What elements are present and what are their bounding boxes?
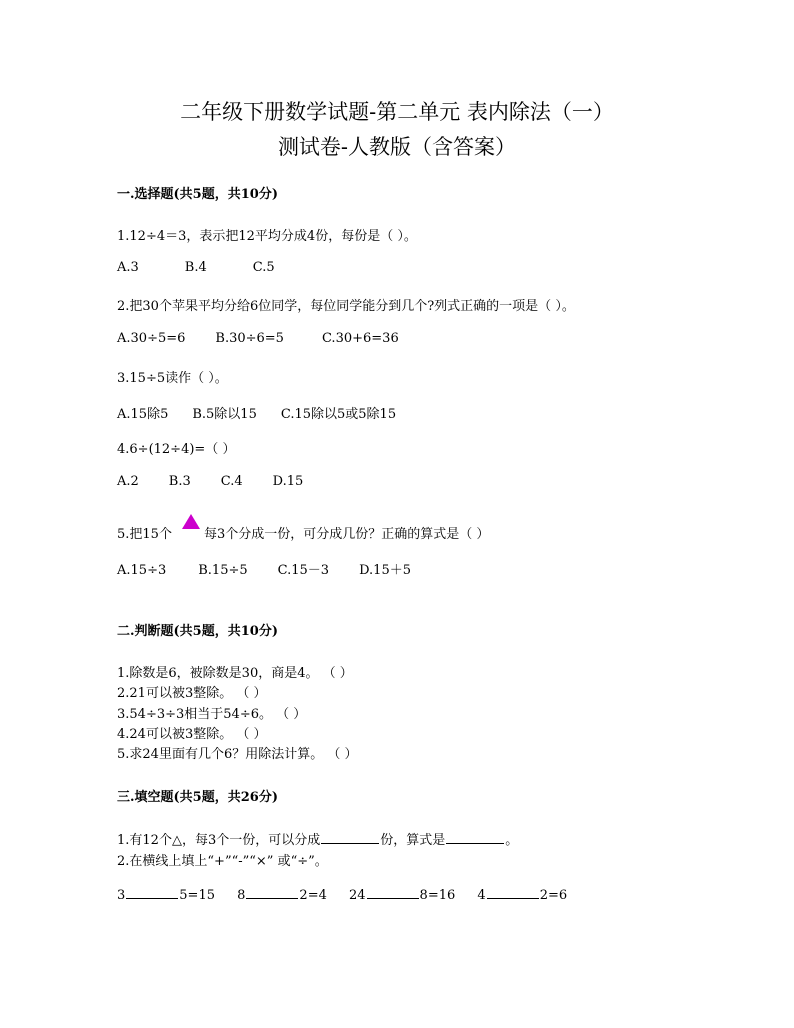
question-3-text: 3.15÷5读作（ ）。 — [117, 371, 228, 386]
option-b: B.3 — [168, 474, 191, 489]
equation-left: 8 — [237, 888, 246, 903]
page-title-line-2: 测试卷-人教版（含答案） — [277, 135, 517, 159]
section-heading-choice: 一.选择题(共5题，共10分) — [117, 187, 278, 202]
section-heading-fill: 三.填空题(共5题，共26分) — [117, 790, 278, 805]
option-c: C.15－3 — [277, 563, 330, 578]
option-a: A.30÷5=6 — [117, 331, 186, 346]
operator-blank[interactable] — [487, 886, 539, 899]
question-2-options — [117, 331, 423, 346]
question-3-options — [117, 403, 420, 422]
answer-blank[interactable] — [321, 831, 379, 844]
fill-item-2: 2.在横线上填上“+”“-”“×” 或“÷”。 — [117, 854, 328, 869]
option-d: D.15＋5 — [359, 563, 411, 578]
fill-item-1-part-a: 1.有12个△，每3个一份，可以分成 — [117, 833, 321, 848]
judge-item-2: 2.21可以被3整除。 （ ） — [117, 686, 267, 701]
operator-blank[interactable] — [126, 886, 178, 899]
option-a: A.15÷3 — [117, 563, 167, 578]
fill-equation — [477, 886, 567, 903]
question-4-options — [117, 474, 327, 489]
operator-blank[interactable] — [246, 886, 298, 899]
fill-item-1-part-b: 份，算式是 — [380, 833, 446, 848]
section-heading-judge: 二.判断题(共5题，共10分) — [117, 624, 278, 639]
question-5-text-after: 每3个分成一份，可分成几份？正确的算式是（ ） — [203, 527, 490, 542]
equation-right: 2=6 — [539, 888, 568, 903]
equation-left: 4 — [477, 888, 486, 903]
question-1-options — [117, 260, 299, 275]
fill-equation — [237, 886, 327, 903]
option-c: C.5 — [252, 260, 275, 275]
option-b: B.15÷5 — [198, 563, 248, 578]
judge-item-3: 3.54÷3÷3相当于54÷6。 （ ） — [117, 707, 307, 722]
question-1-text: 1.12÷4＝3，表示把12平均分成4份，每份是（ ）。 — [117, 229, 417, 244]
question-5-text — [117, 523, 489, 542]
option-c: C.4 — [220, 474, 243, 489]
question-5-options — [117, 559, 435, 578]
option-b: B.4 — [184, 260, 207, 275]
equation-right: 5=15 — [179, 888, 215, 903]
option-a: A.15除5 — [117, 407, 169, 422]
judge-item-1: 1.除数是6，被除数是30，商是4。 （ ） — [117, 666, 353, 681]
equation-left: 3 — [117, 888, 126, 903]
question-4-text: 4.6÷(12÷4)=（ ） — [117, 442, 236, 457]
option-d: D.15 — [272, 474, 304, 489]
question-2-text: 2.把30个苹果平均分给6位同学，每位同学能分到几个?列式正确的一项是（ ）。 — [117, 299, 575, 314]
judge-item-5: 5.求24里面有几个6？用除法计算。 （ ） — [117, 747, 358, 762]
option-c: C.15除以5或5除15 — [280, 407, 397, 422]
option-a: A.2 — [117, 474, 139, 489]
option-b: B.5除以15 — [192, 407, 257, 422]
equation-left: 24 — [349, 888, 366, 903]
option-a: A.3 — [117, 260, 139, 275]
triangle-icon — [182, 514, 200, 529]
option-b: B.30÷6=5 — [215, 331, 284, 346]
equation-right: 8=16 — [419, 888, 456, 903]
equation-right: 2=4 — [299, 888, 327, 903]
fill-equation — [349, 886, 455, 903]
judge-item-4: 4.24可以被3整除。 （ ） — [117, 727, 267, 742]
option-c: C.30+6=36 — [321, 331, 399, 346]
fill-item-1-part-c: 。 — [505, 833, 519, 848]
page-title-line-1: 二年级下册数学试题-第二单元 表内除法（一） — [180, 100, 614, 124]
fill-equations — [117, 886, 585, 903]
fill-item-1 — [117, 829, 518, 848]
answer-blank[interactable] — [446, 831, 504, 844]
fill-equation — [117, 886, 215, 903]
operator-blank[interactable] — [367, 886, 419, 899]
question-5-text-before: 5.把15个 — [117, 527, 172, 542]
